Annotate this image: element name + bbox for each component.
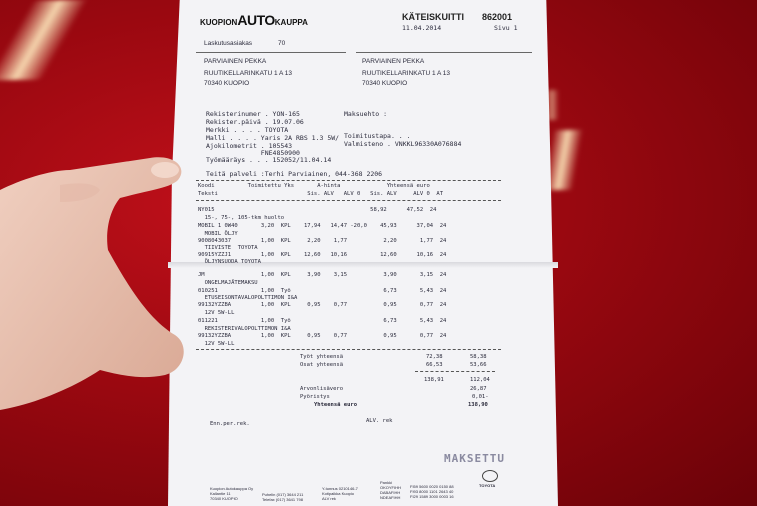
line-item: 12V 5W-LL [198,310,235,316]
column-header: Teksti Sis. ALV ALV 0 Sis. ALV ALV 0 AT [198,191,444,197]
receipt-title: KÄTEISKUITTI [402,12,464,22]
footer-iban: FI59 5600 0020 0150 88 FI93 8000 1101 2643 40 FI29 1589 3000 0003 16 [410,484,454,499]
ship-city: 70340 KUOPIO [362,80,408,87]
footer-company: Kuopion Autokauppa Oy Kallantie 11 70340 KUOPIO [210,486,254,501]
parts-total-inc: 66,53 [426,362,443,368]
line-item: 9008043037 1,00 KPL 2,20 1,77 2,20 1,77 24 [198,238,447,244]
footer-business-id: Y-tunnus 0210146-7 Kotipaikka Kuopio ALV rek [322,486,358,501]
vehicle-line: Ajokilometrit . 105543 [206,142,293,150]
work-total-inc: 72,38 [426,354,443,360]
bill-city: 70340 KUOPIO [204,80,250,87]
vat-registration-label: ALV. rek [366,418,393,424]
line-item: TIIVISTE TOYOTA [198,245,258,251]
rounding-label: Pyöristys [300,394,330,400]
vehicle-line: FNE4850900 [206,149,300,157]
line-item: 011221 1,00 Työ 6,73 5,43 24 [198,318,447,324]
bill-name: PARVIAINEN PEKKA [204,58,267,65]
receipt-date: 11.04.2014 [402,24,442,32]
hand-holding-receipt [0,150,195,410]
work-total-ex: 58,38 [470,354,487,360]
line-item: 99132YZZBA 1,00 KPL 0,95 0,77 0,95 0,77 24 [198,302,447,308]
line-item: ETUSEISONTAVALOPOLTTIMON I&A [198,295,298,301]
footer-brand: TOYOTA [479,483,496,488]
line-item: ÖLJYNSUODA TOYOTA [198,259,261,265]
vehicle-line: Rekister.päivä . 19.07.06 [206,118,304,126]
line-item: 99132YZZBA 1,00 KPL 0,95 0,77 0,95 0,77 24 [198,333,447,339]
subtotal-ex: 112,04 [470,377,490,383]
line-item: 15-, 75-, 105-tkm huolto [198,215,285,221]
served-by: Teitä palveli :Terhi Parviainen, 044-368 2206 [206,170,383,178]
parts-total-ex: 53,66 [470,362,487,368]
manufacturer-number: Valmisteno . VNKKL96330A076884 [344,140,462,148]
ship-name: PARVIAINEN PEKKA [362,58,425,65]
subtotal-inc: 138,91 [424,377,444,383]
company-logo: KUOPIONAUTOKAUPPA [200,12,308,28]
line-item: NY015 58,92 47,52 24 [198,207,437,213]
line-item: 90915YZZJ1 1,00 KPL 12,60 10,16 12,60 10,16 24 [198,252,447,258]
paid-stamp: MAKSETTU [444,452,505,465]
line-item: ONGELMAJÄTEMAKSU [198,280,258,286]
vat-value: 26,87 [470,386,487,392]
bill-street: RUUTIKELLARINKATU 1 A 13 [204,70,293,77]
line-item: JM 1,00 KPL 3,90 3,15 3,90 3,15 24 [198,272,447,278]
total-label: Yhteensä euro [314,402,358,408]
registration-label: Enn.per.rek. [210,421,250,427]
rounding-value: 0,01- [472,394,489,400]
delivery-method: Toimitustapa. . . [344,132,411,140]
vehicle-line: Malli . . . . Yaris 2A RBS 1.3 5W/ [206,134,340,142]
payment-terms: Maksuehto : [344,110,388,118]
column-header: Koodi Toimitettu Yks A-hinta Yhteensä euro [198,183,430,189]
line-item: MOBIL ÖLJY [198,231,238,237]
work-total-label: Työt yhteensä [300,354,344,360]
line-item: 010251 1,00 Työ 6,73 5,43 24 [198,288,447,294]
parts-total-label: Osat yhteensä [300,362,344,368]
line-item: MOBIL 1 0W40 3,20 KPL 17,94 14,47 -20,0 45,93 37,04 24 [198,223,447,229]
footer-phone: Puhelin (017) 3644 211 Telefax (017) 3641 798 [262,492,304,502]
line-item: REKISTERIVALOPOLTTIMON I&A [198,326,291,332]
vat-label: Arvonlisävero [300,386,344,392]
total-value: 138,90 [468,402,488,408]
ship-street: RUUTIKELLARINKATU 1 A 13 [362,70,451,77]
vehicle-line: Merkki . . . . TOYOTA [206,126,289,134]
customer-label: Laskutusasiakas [204,40,253,47]
receipt-number: 862001 [482,12,513,22]
customer-number: 70 [278,40,286,47]
vehicle-line: Rekisterinumer . YON-165 [206,110,300,118]
page-number: Sivu 1 [494,24,518,32]
line-item: 12V 5W-LL [198,341,235,347]
vehicle-line: Työmääräys . . . 152052/11.04.14 [206,156,332,164]
toyota-logo-icon [482,470,498,482]
footer-bank: Pankki OKOYFIHH DABAFIHH NDEAFIHH [380,480,401,500]
